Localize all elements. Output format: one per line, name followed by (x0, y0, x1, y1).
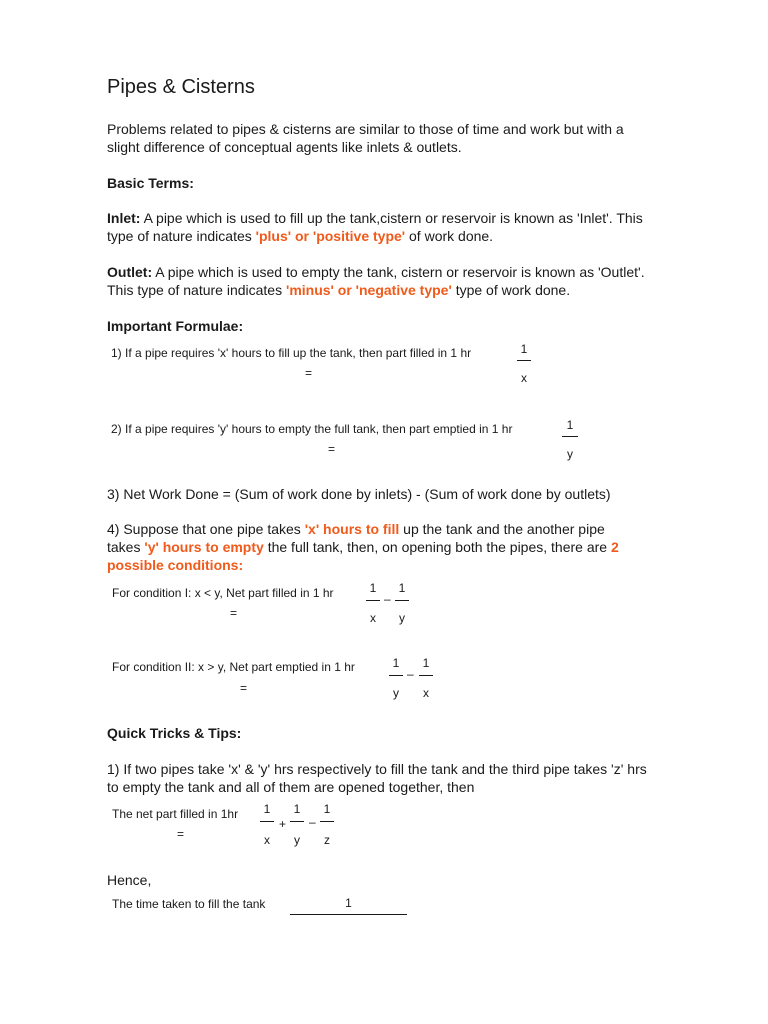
net-part-bar-1 (260, 821, 274, 822)
condition-2-num-2: 1 (422, 656, 430, 670)
formula-4-highlight-conditions: possible conditions: (107, 557, 244, 573)
condition-1-den-2: y (399, 611, 405, 625)
net-part-operator-1: + (279, 817, 287, 831)
formula-4-line-1 (107, 520, 605, 538)
formula-1-numerator: 1 (520, 342, 528, 356)
inlet-highlight: 'plus' or 'positive type' (255, 228, 406, 244)
inlet-text-a: type of nature indicates (107, 228, 256, 244)
net-part-operator-2: – (309, 815, 316, 829)
formula-3-text: 3) Net Work Done = (Sum of work done by inlets) - (Sum of work done by outlets) (107, 486, 611, 502)
formula-1-denominator: x (521, 371, 527, 385)
formula-2-numerator: 1 (566, 418, 574, 432)
formula-4-line-2 (107, 538, 619, 556)
formula-2-denominator: y (567, 447, 573, 461)
formula-1-text: 1) If a pipe requires 'x' hours to fill up the tank, then part filled in 1 hr (111, 346, 472, 360)
time-taken-fraction-bar (290, 914, 407, 915)
tip-1-line-1: 1) If two pipes take 'x' & 'y' hrs respectively to fill the tank and the third pipe takes 'z' hrs (107, 761, 647, 777)
formula-4-text-b: up the tank and the another pipe (399, 521, 605, 537)
page-title: Pipes & Cisterns (107, 76, 255, 98)
condition-1-den-1: x (370, 611, 376, 625)
outlet-line-2 (107, 281, 570, 299)
outlet-text: A pipe which is used to empty the tank, cistern or reservoir is known as 'Outlet'. (155, 264, 645, 280)
inlet-text: A pipe which is used to fill up the tank,cistern or reservoir is known as 'Inlet'. This (143, 210, 643, 226)
condition-1-num-2: 1 (398, 581, 406, 595)
outlet-highlight: 'minus' or 'negative type' (286, 282, 452, 298)
condition-1-operator: – (384, 592, 391, 606)
condition-1-bar-2 (395, 600, 409, 601)
condition-2-bar-1 (389, 675, 403, 676)
formula-2-text: 2) If a pipe requires 'y' hours to empty the full tank, then part emptied in 1 hr (111, 422, 513, 436)
inlet-label: Inlet: (107, 210, 141, 226)
net-part-bar-3 (320, 821, 334, 822)
formula-4-line-3 (107, 556, 243, 574)
condition-2-num-1: 1 (392, 656, 400, 670)
time-taken-numerator: 1 (345, 896, 352, 910)
condition-2-operator: – (407, 667, 414, 681)
formula-4-highlight-fill: 'x' hours to fill (304, 521, 400, 537)
tip-1-line-2: to empty the tank and all of them are opened together, then (107, 779, 475, 795)
basic-terms-heading: Basic Terms: (107, 175, 194, 191)
inlet-line-1 (107, 209, 643, 227)
net-part-bar-2 (290, 821, 304, 822)
net-part-equals: = (177, 827, 185, 841)
net-part-num-2: 1 (293, 802, 301, 816)
condition-2-den-2: x (423, 686, 429, 700)
formula-1-equals: = (305, 366, 313, 380)
formula-4-highlight-empty: 'y' hours to empty (144, 539, 264, 555)
formula-4-text-d: the full tank, then, on opening both the pipes, there are (263, 539, 611, 555)
net-part-den-2: y (294, 833, 300, 847)
condition-2-equals: = (240, 681, 248, 695)
condition-2-text: For condition II: x > y, Net part emptied in 1 hr (112, 660, 355, 674)
condition-1-num-1: 1 (369, 581, 377, 595)
formula-2-equals: = (328, 442, 336, 456)
inlet-line-2 (107, 227, 493, 245)
formula-4-text-a: 4) Suppose that one pipe takes (107, 521, 305, 537)
intro-line-1: Problems related to pipes & cisterns are similar to those of time and work but with a (107, 121, 624, 137)
hence-text: Hence, (107, 872, 152, 888)
time-taken-text: The time taken to fill the tank (112, 897, 266, 911)
condition-1-bar-1 (366, 600, 380, 601)
outlet-text-b: type of work done. (451, 282, 571, 298)
condition-1-equals: = (230, 606, 238, 620)
formula-1-fraction-bar (517, 360, 531, 361)
tips-heading: Quick Tricks & Tips: (107, 725, 242, 741)
condition-2-den-1: y (393, 686, 399, 700)
intro-line-2: slight difference of conceptual agents like inlets & outlets. (107, 139, 462, 155)
outlet-line-1 (107, 263, 645, 281)
net-part-den-1: x (264, 833, 270, 847)
formula-2-fraction-bar (562, 436, 578, 437)
outlet-label: Outlet: (107, 264, 153, 280)
net-part-num-1: 1 (263, 802, 271, 816)
condition-2-bar-2 (419, 675, 433, 676)
formula-4-text-c: takes (107, 539, 145, 555)
condition-1-text: For condition I: x < y, Net part filled in 1 hr (112, 586, 334, 600)
net-part-text: The net part filled in 1hr (112, 807, 239, 821)
net-part-den-3: z (324, 833, 330, 847)
outlet-text-a: This type of nature indicates (107, 282, 286, 298)
inlet-text-b: of work done. (405, 228, 494, 244)
formulae-heading: Important Formulae: (107, 318, 244, 334)
formula-4-highlight-two: 2 (610, 539, 619, 555)
net-part-num-3: 1 (323, 802, 331, 816)
